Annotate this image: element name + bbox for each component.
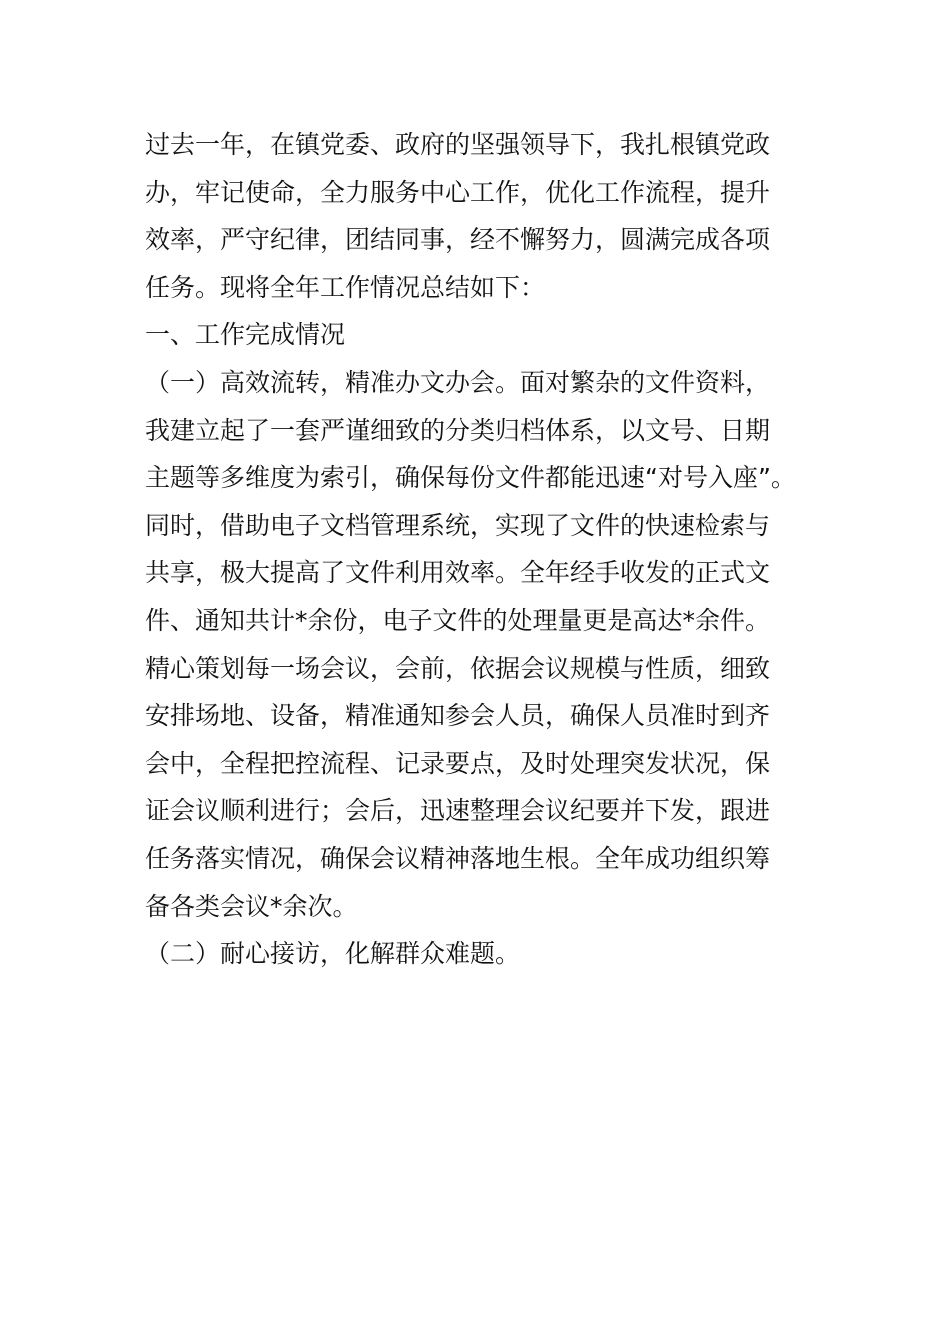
- section-heading-work-completion: 一、工作完成情况: [145, 320, 346, 350]
- subsection-heading-2: （二）耐心接访，化解群众难题。: [145, 939, 521, 969]
- paragraph-line-intro-4: 任务。现将全年工作情况总结如下：: [145, 272, 546, 302]
- document-body: [145, 121, 825, 978]
- paragraph-line-4: 共享，极大提高了文件利用效率。全年经手收发的正式文: [145, 558, 771, 588]
- paragraph-line-intro-2: 办，牢记使命，全力服务中心工作，优化工作流程，提升: [145, 177, 771, 207]
- paragraph-line-7: 安排场地、设备，精准通知参会人员，确保人员准时到齐: [145, 701, 771, 731]
- subsection-heading-1: （一）高效流转，精准办文办会。面对繁杂的文件资料，: [145, 367, 771, 397]
- paragraph-line-6: 精心策划每一场会议，会前，依据会议规模与性质，细致: [145, 653, 771, 683]
- paragraph-line-8: 会中，全程把控流程、记录要点，及时处理突发状况，保: [145, 748, 771, 778]
- paragraph-line-2: 主题等多维度为索引，确保每份文件都能迅速“对号入座”。: [145, 463, 796, 493]
- paragraph-line-3: 同时，借助电子文档管理系统，实现了文件的快速检索与: [145, 510, 771, 540]
- paragraph-line-5: 件、通知共计*余份，电子文件的处理量更是高达*余件。: [145, 605, 771, 635]
- paragraph-line-9: 证会议顺利进行；会后，迅速整理会议纪要并下发，跟进: [145, 796, 771, 826]
- paragraph-line-intro-1: 过去一年，在镇党委、政府的坚强领导下，我扎根镇党政: [145, 130, 771, 159]
- paragraph-line-1: 我建立起了一套严谨细致的分类归档体系，以文号、日期: [145, 415, 771, 445]
- paragraph-line-11: 备各类会议*余次。: [145, 891, 358, 921]
- paragraph-line-10: 任务落实情况，确保会议精神落地生根。全年成功组织筹: [145, 843, 771, 873]
- paragraph-line-intro-3: 效率，严守纪律，团结同事，经不懈努力，圆满完成各项: [145, 225, 771, 255]
